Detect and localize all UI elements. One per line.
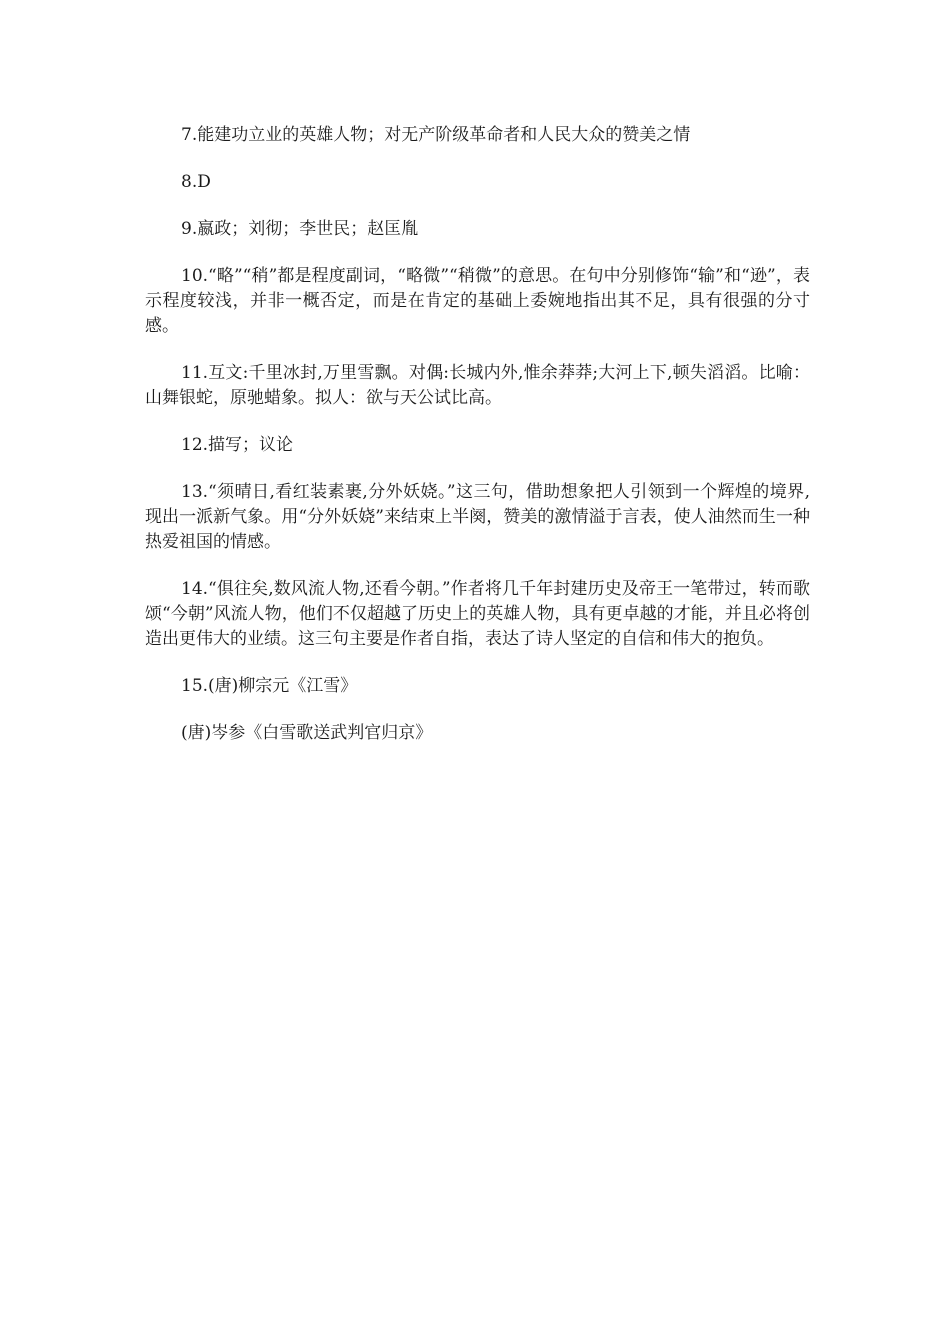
answer-8: 8.D xyxy=(181,172,211,192)
answer-9: 9.嬴政；刘彻；李世民；赵匡胤 xyxy=(181,219,419,239)
answer-10: 10.“略”“稍”都是程度副词，“略微”“稍微”的意思。在句中分别修饰“输”和“逊”，表示程度较浅，并非一概否定，而是在肯定的基础上委婉地指出其不足，具有很强的分寸感。 xyxy=(145,266,810,336)
answer-12: 12.描写；议论 xyxy=(181,435,294,455)
answer-15-line-2: (唐)岑参《白雪歌送武判官归京》 xyxy=(181,723,433,743)
answer-15-line-1: 15.(唐)柳宗元《江雪》 xyxy=(181,676,358,696)
answer-list xyxy=(145,123,810,768)
answer-7: 7.能建功立业的英雄人物；对无产阶级革命者和人民大众的赞美之情 xyxy=(181,125,691,145)
answer-11: 11.互文:千里冰封,万里雪飘。对偶:长城内外,惟余莽莽;大河上下,顿失滔滔。比喻：山舞银蛇，原驰蜡象。拟人：欲与天公试比高。 xyxy=(145,363,810,408)
answer-13: 13.“须晴日,看红装素裹,分外妖娆。”这三句，借助想象把人引领到一个辉煌的境界,现出一派新气象。用“分外妖娆”来结束上半阕，赞美的激情溢于言表，使人油然而生一种热爱祖国的情感。 xyxy=(145,482,810,552)
answer-14: 14.“俱往矣,数风流人物,还看今朝。”作者将几千年封建历史及帝王一笔带过，转而歌颂“今朝”风流人物，他们不仅超越了历史上的英雄人物，具有更卓越的才能，并且必将创造出更伟大的业绩。这三句主要是作者自指，表达了诗人坚定的自信和伟大的抱负。 xyxy=(145,579,810,649)
